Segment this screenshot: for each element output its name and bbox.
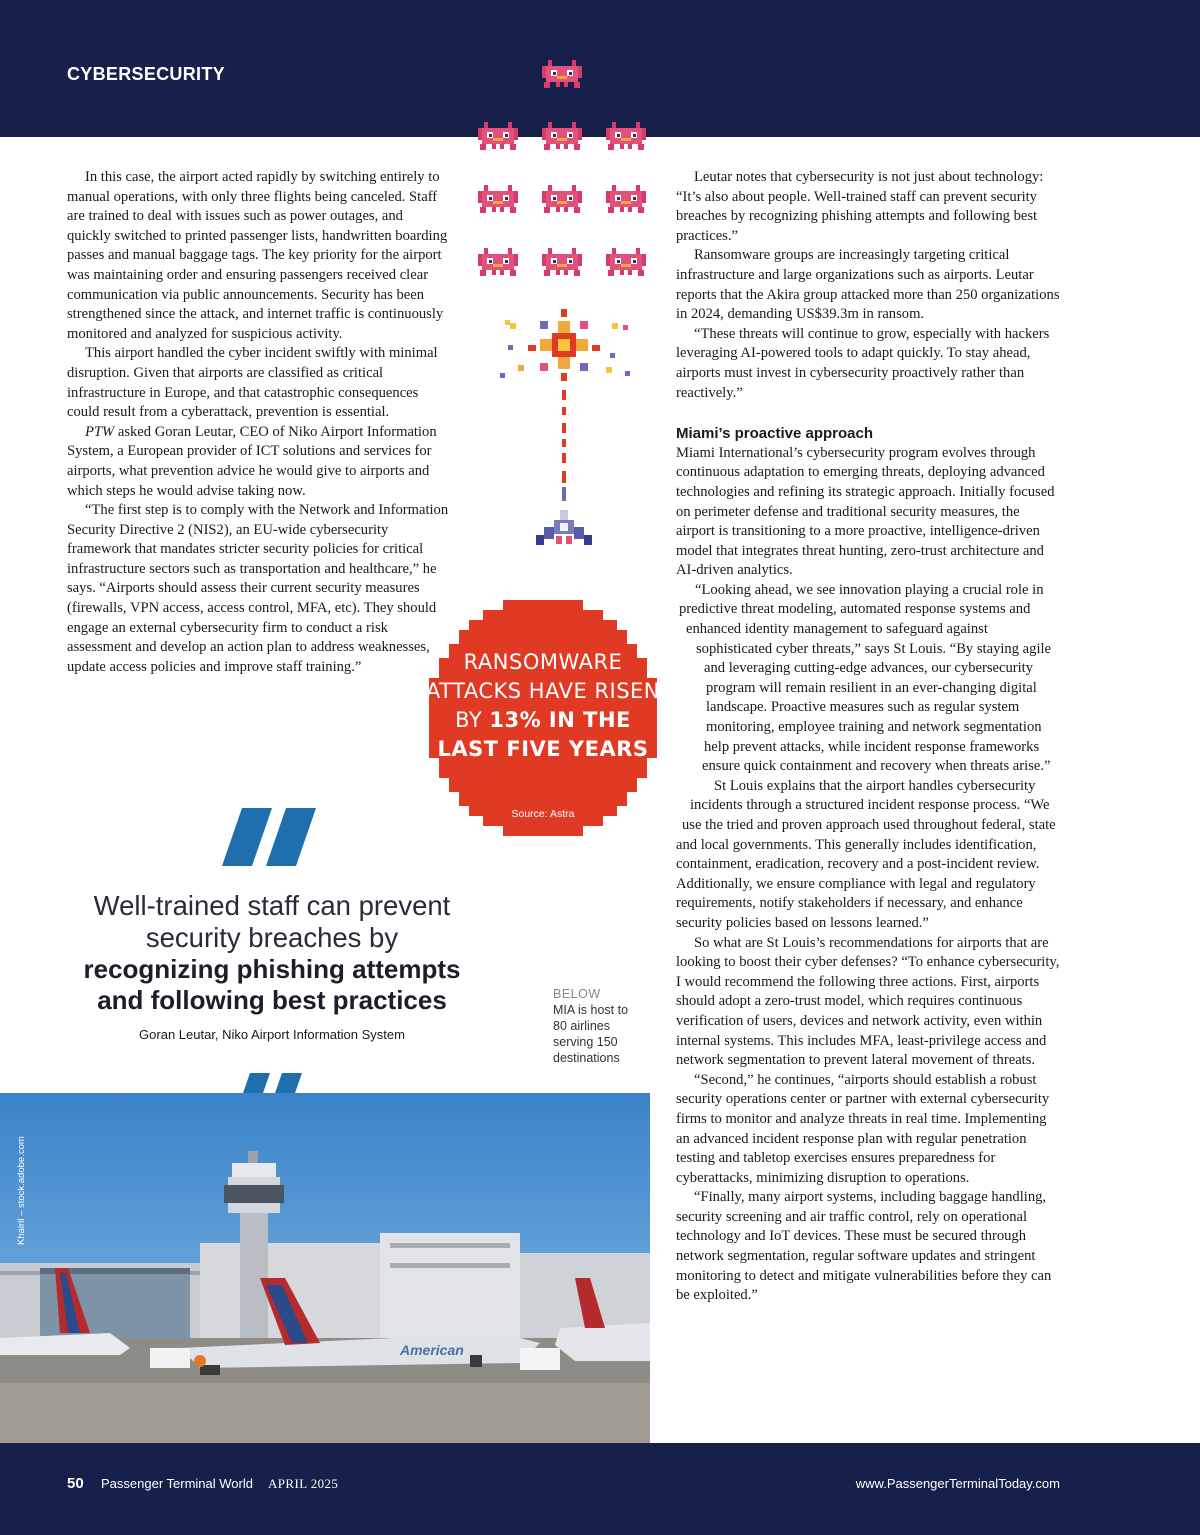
paragraph: In this case, the airport acted rapidly by switching entirely to manual operations, with only three flights being canceled. Staff are trained to deal with issues such as power outages, and quickly switched to printed passenger lists, handwritten boarding passes and manual baggage tags. The key priority for the airport was maintaining order and ensuring passengers received clear communication via public announcements. Security has been strengthened since the attack, and internet traffic is continuously monitored and analyzed for suspicious activity. xyxy=(67,169,448,342)
ptw-abbreviation: PTW xyxy=(85,423,115,440)
paragraph: Leutar notes that cybersecurity is not just about technology: “It’s also about people. Well-trained staff can prevent security breaches by recognizing phishing attempts and following best practices.” xyxy=(676,169,1044,244)
paragraph xyxy=(67,423,449,501)
article-left-column xyxy=(67,168,449,677)
paragraph-text: asked Goran Leutar, CEO of Niko Airport Information System, a European provider of ICT solutions and services for airports, what prevention advice he would give to airports and which steps he would advise taking now. xyxy=(67,423,437,499)
paragraph: St Louis explains that the airport handles cybersecurity incidents through a structured incident response process. “We use the tried and proven approach used throughout federal, state and local governments. This generally includes identification, containment, eradication, recovery and a post-incident review. Additionally, we ensure compliance with legal and regulatory requirements, notify stakeholders if necessary, and enhance security policies based on lessons learned.” xyxy=(676,777,1056,931)
stat-headline xyxy=(425,648,661,764)
photo-caption xyxy=(553,986,643,1066)
magazine-name: Passenger Terminal World xyxy=(101,1476,253,1491)
paragraph: So what are St Louis’s recommendations for airports that are looking to boost their cyber defenses? “To enhance cybersecurity, I would recommend the following three actions. First, airports should adopt a zero-trust model, which requires continuous verification of users, devices and network activity, even within internal systems. This includes MFA, least-privilege access and network segmentation to prevent lateral movement of threats. xyxy=(676,934,1060,1069)
website-link[interactable]: www.PassengerTerminalToday.com xyxy=(855,1476,1060,1491)
photo-credit: Khairil – stock.adobe.com xyxy=(16,1136,27,1245)
pull-quote-bold: recognizing phishing attempts and following best practices xyxy=(83,954,461,1015)
pull-quote xyxy=(60,890,484,1016)
stat-highlight: 13% IN THE LAST FIVE YEARS xyxy=(437,708,649,761)
airport-photo xyxy=(0,1093,650,1443)
caption-text: MIA is host to 80 airlines serving 150 destinations xyxy=(553,1003,629,1065)
pull-quote-attribution: Goran Leutar, Niko Airport Information System xyxy=(139,1027,405,1042)
paragraph: “These threats will continue to grow, especially with hackers leveraging AI-powered tools to adapt quickly. To stay ahead, airports must invest in cybersecurity proactively rather than reactively.” xyxy=(676,325,1050,401)
caption-label: BELOW xyxy=(553,987,601,1001)
paragraph: “Finally, many airport systems, including baggage handling, security screening and air traffic control, rely on operational technology and IoT devices. These must be secured through network segmentation, regular software updates and stringent monitoring to detect and mitigate vulnerabilities before they can be exploited.” xyxy=(676,1189,1052,1304)
livery-text: American xyxy=(400,1342,464,1358)
paragraph: Ransomware groups are increasingly targeting critical infrastructure and large organizations such as airports. Leutar reports that the Akira group attacked more than 250 organizations in 2024, demanding US$39.3m in ransom. xyxy=(676,247,1060,323)
paragraph: “The first step is to comply with the Network and Information Security Directive 2 (NIS2), an EU-wide cybersecurity framework that mandates stricter security policies for critical infrastructure sectors such as transportation and healthcare,” he says. “Airports should assess their current security measures (firewalls, VPN access, access control, MFA, etc). They should engage an external cybersecurity firm to conduct a risk assessment and develop an action plan to address weaknesses, update access policies and improve staff training.” xyxy=(67,502,449,675)
paragraph: “Looking ahead, we see innovation playing a crucial role in predictive threat modeling, automated response systems and enhanced identity management to safeguard against sophisticated cyber threats,” says St Louis. “By staying agile and leveraging cutting-edge advances, our cybersecurity program will remain resilient in an ever-changing digital landscape. Proactive measures such as regular system monitoring, employee training and network segmentation help prevent attacks, while incident response frameworks ensure quick containment and recovery when threats arise.” xyxy=(679,581,1052,775)
issue-date: APRIL 2025 xyxy=(268,1476,339,1491)
paragraph: Miami International’s cybersecurity program evolves through continuous adaptation to emerging threats, deploying advanced technologies and refining its strategic approach. Initially focused on perimeter defense and traditional security measures, the airport is transitioning to a more proactive, intelligence-driven model that integrates threat hunting, zero-trust architecture and AI-driven analytics. xyxy=(676,444,1055,579)
article-right-column xyxy=(676,168,1062,1306)
wrap-around-badge xyxy=(676,581,1062,777)
open-quote-icon xyxy=(220,808,320,866)
stat-text: RANSOMWARE ATTACKS HAVE RISEN BY xyxy=(425,650,661,732)
page-number: 50 xyxy=(67,1475,84,1492)
subheading: Miami’s proactive approach xyxy=(676,425,874,443)
paragraph: This airport handled the cyber incident swiftly with minimal disruption. Given that airports are classified as critical infrastructure in Europe, and that catastrophic consequences could result from a cyberattack, prevention is essential. xyxy=(67,345,438,421)
pull-quote-light: Well-trained staff can prevent security breaches by xyxy=(93,890,451,953)
section-label: CYBERSECURITY xyxy=(67,64,225,84)
paragraph: “Second,” he continues, “airports should establish a robust security operations center or partner with external cybersecurity firms to monitor and analyze threats in real time. Implementing an advanced incident response plan with regular penetration testing and tabletop exercises ensures preparedness for cyberattacks, minimizing disruption to operations. xyxy=(676,1071,1050,1186)
space-invaders-illustration xyxy=(460,55,670,565)
stat-source: Source: Astra xyxy=(511,808,575,820)
